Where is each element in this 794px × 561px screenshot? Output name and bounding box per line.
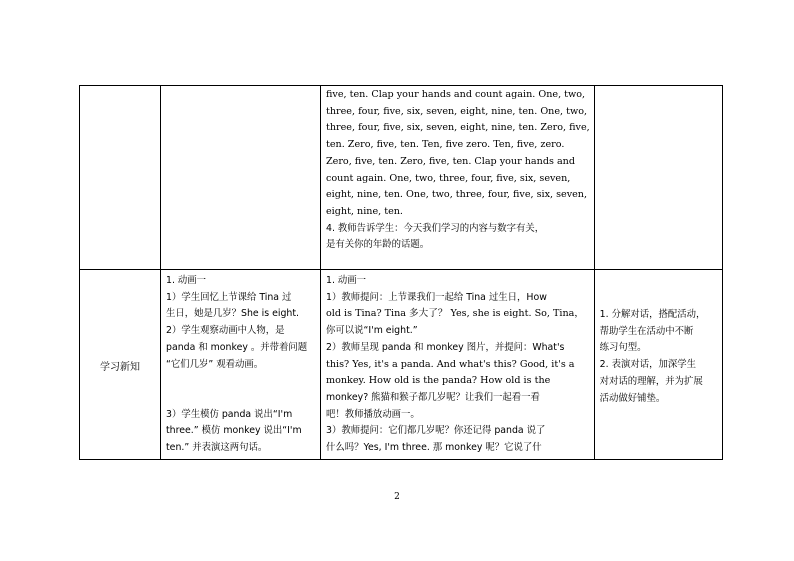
- text-line: Zero, five, ten. Zero, five, ten. Clap your hands and: [326, 155, 575, 167]
- text-line: three, four, five, six, seven, eight, nine, ten. One, two,: [326, 105, 588, 117]
- text-line: 1）教师提问：上节课我们一起给 Tina 过生日，How: [326, 291, 547, 303]
- lesson-plan-table: [79, 85, 723, 460]
- table-row: [80, 270, 723, 460]
- teacher-activity-text: [321, 270, 594, 457]
- text-line: three.” 模仿 monkey 说出“I'm: [166, 425, 302, 437]
- text-line: monkey? 熊猫和猴子都几岁呢？让我们一起看一看: [326, 391, 540, 403]
- text-line: count again. One, two, three, four, five, six, seven,: [326, 172, 571, 184]
- text-line: ten.” 并表演这两句话。: [166, 442, 268, 454]
- text-line: 对对话的理解，并为扩展: [599, 375, 703, 387]
- text-line: 1）学生回忆上节课给 Tina 过: [166, 291, 292, 303]
- teacher-activity-cell: [321, 270, 595, 460]
- text-line: “它们几岁” 观看动画。: [166, 358, 264, 370]
- text-line: 1. 分解对话，搭配活动，: [599, 309, 706, 320]
- text-line: old is Tina? Tina 多大了？ Yes, she is eight. So, Tina，: [326, 308, 584, 320]
- text-line: 2）学生观察动画中人物，是: [166, 325, 285, 337]
- stage-label-cell: [80, 86, 161, 270]
- text-line: 练习句型。: [599, 342, 647, 354]
- text-line: 4. 教师告诉学生：今天我们学习的内容与数字有关，: [326, 222, 545, 234]
- text-line: panda 和 monkey 。并带着问题: [166, 341, 308, 353]
- text-line: this? Yes, it's a panda. And what's this? Good, it's a: [326, 358, 575, 370]
- design-intent-text: [595, 86, 722, 89]
- text-line: 1. 动画一: [326, 275, 367, 286]
- student-activity-cell: [161, 270, 321, 460]
- text-line: [166, 373, 316, 390]
- text-line: 生日，她是几岁？She is eight.: [166, 308, 300, 320]
- stage-label: [80, 86, 160, 89]
- text-line: three, four, five, six, seven, eight, nine, ten. Zero, five,: [326, 122, 590, 134]
- text-line: 什么吗？Yes, I'm three. 那 monkey 呢？它说了什: [326, 442, 542, 454]
- text-line: 活动做好铺垫。: [599, 392, 666, 404]
- text-line: eight, nine, ten.: [326, 205, 403, 217]
- design-intent-cell: [594, 270, 722, 460]
- stage-label-cell: [80, 270, 161, 460]
- student-activity-text: [161, 86, 320, 89]
- design-intent-text: [595, 270, 722, 407]
- stage-label: 学习新知: [100, 362, 140, 373]
- student-activity-cell: [161, 86, 321, 270]
- text-line: 3）教师提问：它们都几岁呢？你还记得 panda 说了: [326, 425, 546, 437]
- text-line: 你可以说“I'm eight.”: [326, 325, 418, 337]
- text-line: eight, nine, ten. One, two, three, four, five, six, seven,: [326, 189, 588, 201]
- text-line: ten. Zero, five, ten. Ten, five zero. Ten, five, zero.: [326, 139, 565, 151]
- text-line: 帮助学生在活动中不断: [599, 325, 694, 337]
- text-line: monkey. How old is the panda? How old is the: [326, 375, 551, 387]
- table-row: [80, 86, 723, 270]
- text-line: 3）学生模仿 panda 说出“I'm: [166, 408, 293, 420]
- text-line: 吧！教师播放动画一。: [326, 408, 420, 420]
- teacher-activity-text: [321, 86, 594, 254]
- text-line: 是有关你的年龄的话题。: [326, 239, 430, 251]
- text-line: 2）教师呈现 panda 和 monkey 图片，并提问：What's: [326, 341, 565, 353]
- text-line: [166, 390, 316, 407]
- design-intent-cell: [594, 86, 722, 270]
- text-line: 1. 动画一: [166, 275, 207, 286]
- teacher-activity-cell: [321, 86, 595, 270]
- page-number: 2: [394, 492, 400, 502]
- text-line: five, ten. Clap your hands and count again. One, two,: [326, 89, 586, 100]
- student-activity-text: [161, 270, 320, 457]
- text-line: 2. 表演对话，加深学生: [599, 359, 696, 371]
